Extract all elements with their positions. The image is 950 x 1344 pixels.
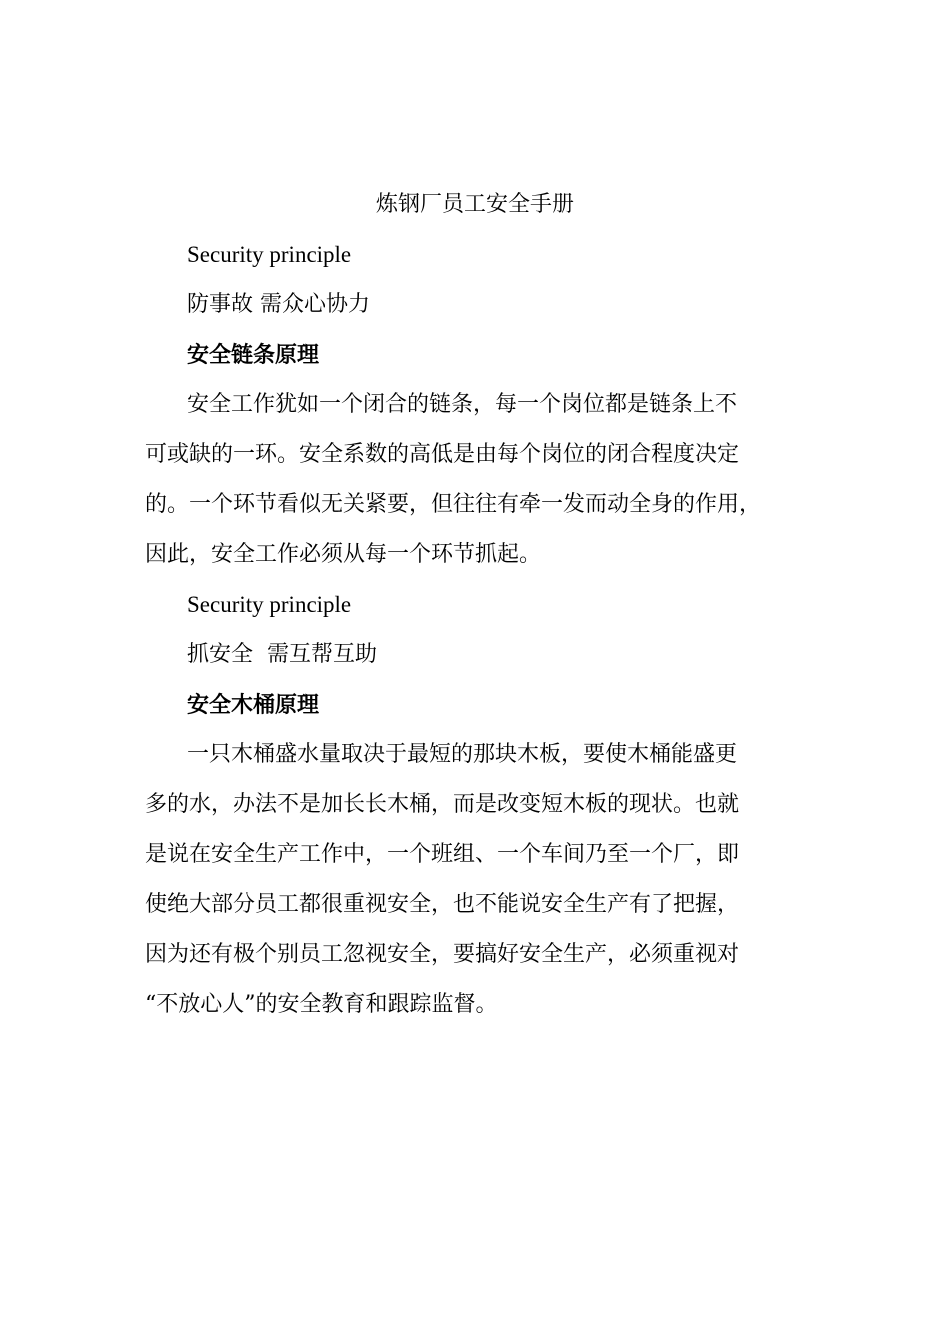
document-title: 炼钢厂员工安全手册	[375, 192, 574, 217]
paragraph-line: 安全工作犹如一个闭合的链条，每一个岗位都是链条上不	[187, 392, 738, 417]
paragraph-line: 一只木桶盛水量取决于最短的那块木板，要使木桶能盛更	[187, 742, 738, 767]
document-body	[145, 180, 820, 1030]
section1-slogan: 防事故 需众心协力	[187, 292, 370, 317]
paragraph-line: 因为还有极个别员工忽视安全，要搞好安全生产，必须重视对	[145, 942, 740, 967]
paragraph-line: 的。一个环节看似无关紧要，但往往有牵一发而动全身的作用，	[145, 492, 762, 517]
paragraph-line: 可或缺的一环。安全系数的高低是由每个岗位的闭合程度决定	[145, 442, 740, 467]
paragraph-line: 因此，安全工作必须从每一个环节抓起。	[145, 542, 542, 567]
section2-heading: 安全木桶原理	[187, 692, 320, 718]
section1-label: Security principle	[187, 242, 352, 267]
section2-paragraph	[145, 730, 820, 1030]
paragraph-line: 是说在安全生产工作中，一个班组、一个车间乃至一个厂，即	[145, 842, 740, 867]
paragraph-line: 使绝大部分员工都很重视安全，也不能说安全生产有了把握，	[145, 892, 740, 917]
section2-label: Security principle	[187, 592, 352, 617]
section1-paragraph	[145, 380, 820, 580]
section1-heading: 安全链条原理	[187, 342, 320, 368]
section2-slogan: 抓安全 需互帮互助	[187, 642, 377, 667]
paragraph-line: 多的水，办法不是加长长木桶，而是改变短木板的现状。也就	[145, 792, 740, 817]
paragraph-line: “不放心人”的安全教育和跟踪监督。	[145, 992, 498, 1017]
